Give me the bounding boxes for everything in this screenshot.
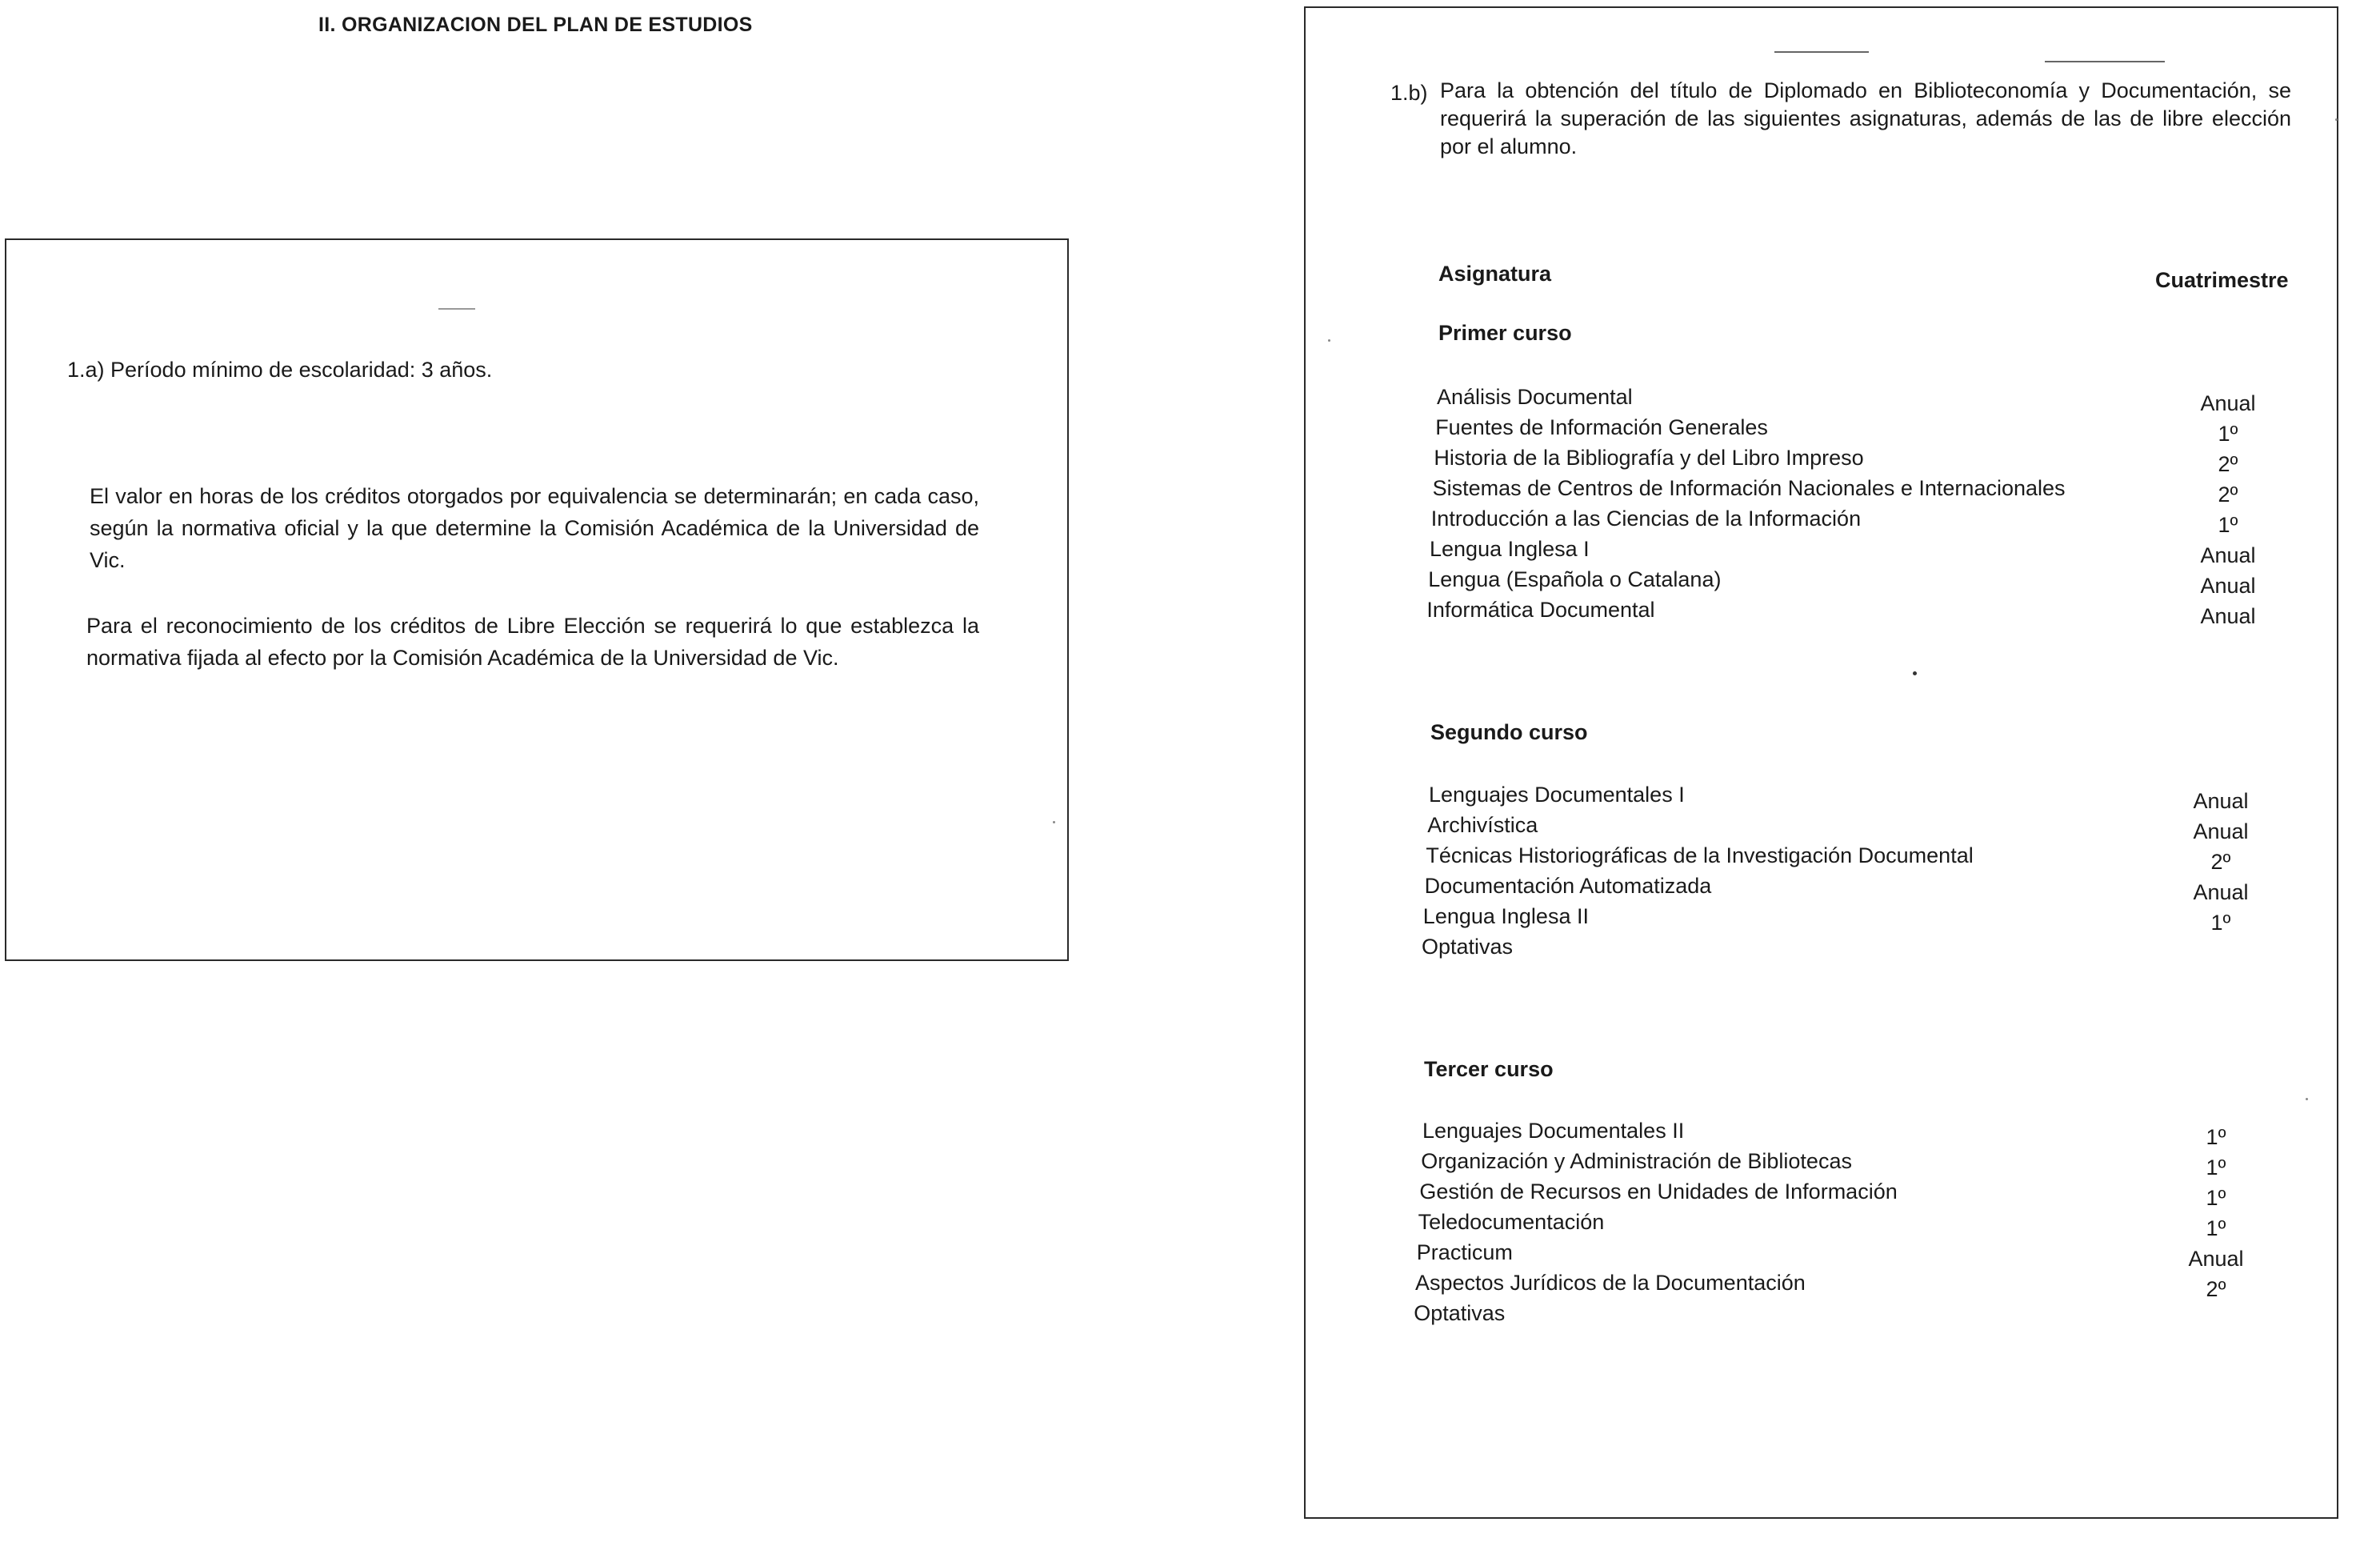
subject-name: Documentación Automatizada bbox=[1424, 874, 1712, 898]
subject-row bbox=[1416, 1237, 2274, 1271]
subject-row bbox=[1432, 473, 2288, 507]
subject-term: 2º bbox=[2206, 1277, 2226, 1301]
subject-name: Aspectos Jurídicos de la Documentación bbox=[1415, 1271, 1806, 1295]
subject-name: Historia de la Bibliografía y del Libro Impreso bbox=[1434, 446, 1864, 470]
subject-row bbox=[1419, 1176, 2277, 1210]
subject-term: 2º bbox=[2218, 483, 2238, 507]
subject-row bbox=[1422, 931, 2278, 962]
column-header-asignatura: Asignatura bbox=[1438, 262, 1552, 286]
subject-row bbox=[1422, 901, 2279, 935]
subject-term: 1º bbox=[2206, 1125, 2226, 1149]
subject-row bbox=[1422, 1115, 2280, 1149]
item-b-paragraph: Para la obtención del título de Diplomado en Biblioteconomía y Documentación, se requerirá la superación de las siguientes asignaturas, además de las de libre elección por el alumno. bbox=[1440, 78, 2291, 158]
top-rule-left bbox=[1774, 51, 1869, 53]
course-title-primer: Primer curso bbox=[1438, 321, 1572, 345]
subject-term: 1º bbox=[2218, 513, 2238, 537]
column-header-cuatrimestre: Cuatrimestre bbox=[2155, 268, 2289, 292]
subject-name: Análisis Documental bbox=[1437, 385, 1633, 409]
paragraph-credit-equivalence: El valor en horas de los créditos otorgados por equivalencia se determinarán; en cada caso, según la normativa oficial y la que determine la Comisión Académica de la Universidad de Vic. bbox=[90, 484, 979, 572]
scan-speck bbox=[1913, 671, 1917, 675]
item-b-label: 1.b) bbox=[1390, 81, 1428, 105]
subject-row bbox=[1430, 534, 2285, 567]
subject-row bbox=[1421, 1146, 2278, 1180]
subject-term: 1º bbox=[2218, 422, 2238, 446]
subject-name: Practicum bbox=[1416, 1240, 1513, 1264]
subject-term: 1º bbox=[2206, 1155, 2226, 1180]
subject-row bbox=[1435, 412, 2290, 446]
subject-term: Anual bbox=[2188, 1247, 2244, 1271]
subject-name: Lenguajes Documentales II bbox=[1422, 1119, 1685, 1143]
subject-name: Optativas bbox=[1422, 935, 1514, 959]
subject-term: Anual bbox=[2193, 789, 2249, 813]
course-title-tercer: Tercer curso bbox=[1424, 1057, 1554, 1081]
subject-term: Anual bbox=[2200, 391, 2256, 415]
subject-name: Sistemas de Centros de Información Nacionales e Internacionales bbox=[1432, 476, 2066, 500]
subject-row bbox=[1414, 1298, 2271, 1328]
subject-name: Archivística bbox=[1427, 813, 1538, 837]
top-rule-right bbox=[2045, 61, 2165, 62]
subject-term: 1º bbox=[2210, 911, 2231, 935]
subject-name: Fuentes de Información Generales bbox=[1435, 415, 1768, 439]
subject-row bbox=[1424, 871, 2281, 904]
subject-name: Lengua (Española o Catalana) bbox=[1428, 567, 1722, 591]
scan-speck bbox=[2306, 1098, 2308, 1100]
subject-row bbox=[1434, 443, 2289, 476]
subject-name: Optativas bbox=[1414, 1301, 1506, 1325]
subject-row bbox=[1415, 1268, 2273, 1301]
subject-name: Lengua Inglesa II bbox=[1422, 904, 1589, 928]
subject-term: Anual bbox=[2200, 574, 2256, 598]
subject-row bbox=[1429, 779, 2285, 813]
subject-row bbox=[1428, 564, 2283, 598]
subject-term: 1º bbox=[2206, 1216, 2226, 1240]
subject-row bbox=[1426, 595, 2282, 628]
subject-row bbox=[1437, 382, 2292, 415]
subject-name: Organización y Administración de Bibliotecas bbox=[1421, 1149, 1852, 1173]
divider-mark bbox=[438, 308, 475, 310]
subject-term: Anual bbox=[2200, 604, 2256, 628]
subject-name: Introducción a las Ciencias de la Información bbox=[1430, 507, 1862, 531]
left-section-box bbox=[5, 238, 1069, 961]
scan-speck bbox=[1053, 821, 1055, 823]
subject-term: Anual bbox=[2193, 880, 2249, 904]
subject-term: Anual bbox=[2200, 543, 2256, 567]
subject-term: 2º bbox=[2218, 452, 2238, 476]
subject-row bbox=[1430, 503, 2286, 537]
scan-speck bbox=[1328, 339, 1330, 342]
subject-term: 1º bbox=[2206, 1186, 2226, 1210]
subject-name: Teledocumentación bbox=[1418, 1210, 1605, 1234]
subject-row bbox=[1426, 840, 2282, 874]
subject-name: Lenguajes Documentales I bbox=[1429, 783, 1685, 807]
item-a-min-schooling: 1.a) Período mínimo de escolaridad: 3 años. bbox=[67, 358, 493, 382]
subject-name: Lengua Inglesa I bbox=[1430, 537, 1590, 561]
subject-name: Informática Documental bbox=[1426, 598, 1655, 622]
course-title-segundo: Segundo curso bbox=[1430, 720, 1588, 744]
scan-speck bbox=[2335, 118, 2338, 121]
subject-row bbox=[1418, 1207, 2276, 1240]
subject-name: Gestión de Recursos en Unidades de Información bbox=[1419, 1180, 1898, 1204]
subject-row bbox=[1427, 810, 2283, 843]
subject-name: Técnicas Historiográficas de la Investigación Documental bbox=[1426, 843, 1974, 867]
paragraph-free-choice-credits: Para el reconocimiento de los créditos de Libre Elección se requerirá lo que establezca la normativa fijada al efecto por la Comisión Académica de la Universidad de Vic. bbox=[86, 614, 979, 670]
page-heading: II. ORGANIZACION DEL PLAN DE ESTUDIOS bbox=[318, 14, 753, 36]
subject-term: 2º bbox=[2210, 850, 2231, 874]
subject-term: Anual bbox=[2193, 819, 2249, 843]
